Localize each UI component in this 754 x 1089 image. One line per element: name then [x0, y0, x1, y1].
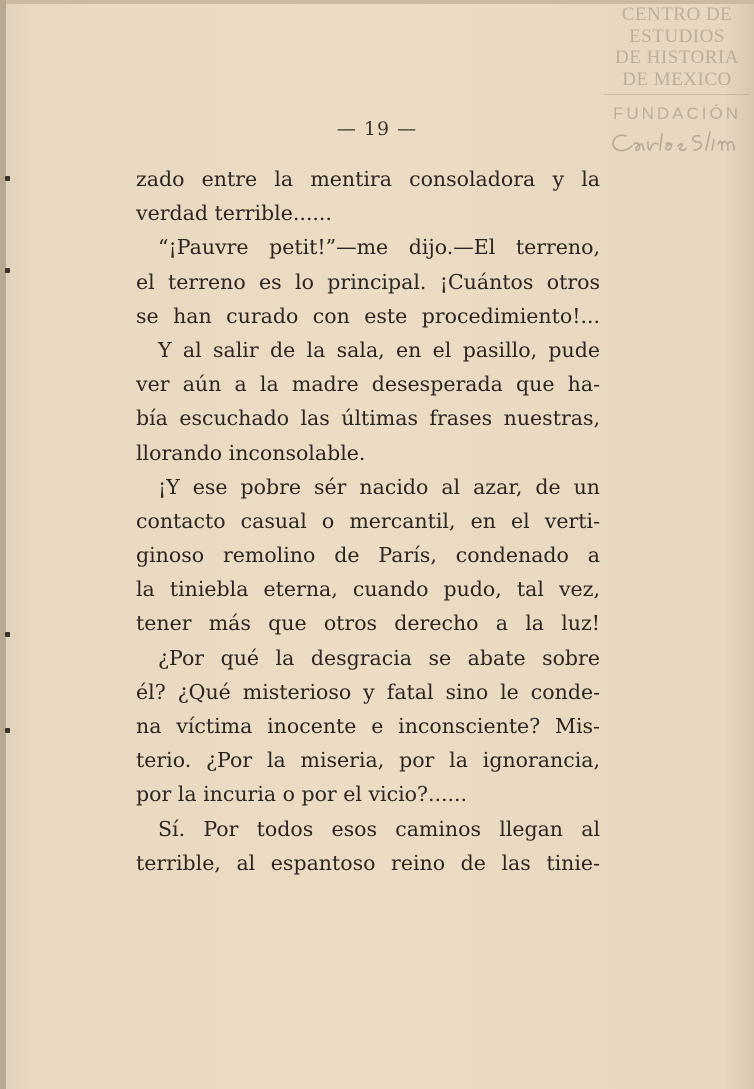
text-line: terio. ¿Por la miseria, por la ignorancia,	[136, 748, 600, 773]
text-line: Sí. Por todos esos caminos llegan al	[158, 816, 600, 841]
stamp-foundation: FUNDACIÓN	[612, 104, 742, 123]
text-line: terrible, al espantoso reino de las tinie-	[136, 850, 600, 875]
text-line: contacto casual o mercantil, en el verti-	[136, 508, 600, 533]
margin-mark	[5, 176, 10, 181]
margin-mark	[5, 632, 10, 637]
text-line: bía escuchado las últimas frases nuestras,	[136, 406, 600, 431]
stamp-line: CENTRO DE	[621, 4, 733, 25]
page-number: — 19 —	[336, 118, 418, 140]
text-line: ¡Y ese pobre sér nacido al azar, de un	[158, 474, 600, 499]
text-line: el terreno es lo principal. ¡Cuántos otros	[136, 269, 600, 294]
text-line: la tiniebla eterna, cuando pudo, tal vez,	[136, 577, 600, 602]
text-line: verdad terrible......	[136, 201, 332, 226]
text-line: na víctima inocente e inconsciente? Mis-	[136, 714, 600, 738]
page-binding-edge	[0, 0, 6, 1089]
text-line: ¿Por qué la desgracia se abate sobre	[158, 645, 600, 670]
text-line: él? ¿Qué misterioso y fatal sino le conde-	[136, 679, 600, 704]
margin-mark	[5, 728, 10, 733]
library-watermark-stamp	[604, 4, 750, 165]
text-line: se han curado con este procedimiento!...	[136, 303, 600, 328]
text-line: tener más que otros derecho a la luz!	[136, 611, 600, 636]
text-line: llorando inconsolable.	[136, 440, 366, 465]
text-line: zado entre la mentira consoladora y la	[136, 167, 600, 191]
text-line: “¡Pauvre petit!”—me dijo.—El terreno,	[158, 235, 600, 260]
stamp-line: DE MEXICO	[622, 68, 732, 90]
margin-mark	[5, 268, 10, 273]
stamp-line: DE HISTORIA	[615, 47, 739, 68]
text-line: Y al salir de la sala, en el pasillo, pude	[158, 337, 600, 362]
body-text	[136, 162, 600, 880]
text-line: ginoso remolino de París, condenado a	[136, 543, 600, 568]
text-line: ver aún a la madre desesperada que ha-	[136, 372, 600, 397]
text-line: por la incuria o por el vicio?......	[136, 782, 468, 807]
stamp-line: ESTUDIOS	[629, 25, 725, 47]
